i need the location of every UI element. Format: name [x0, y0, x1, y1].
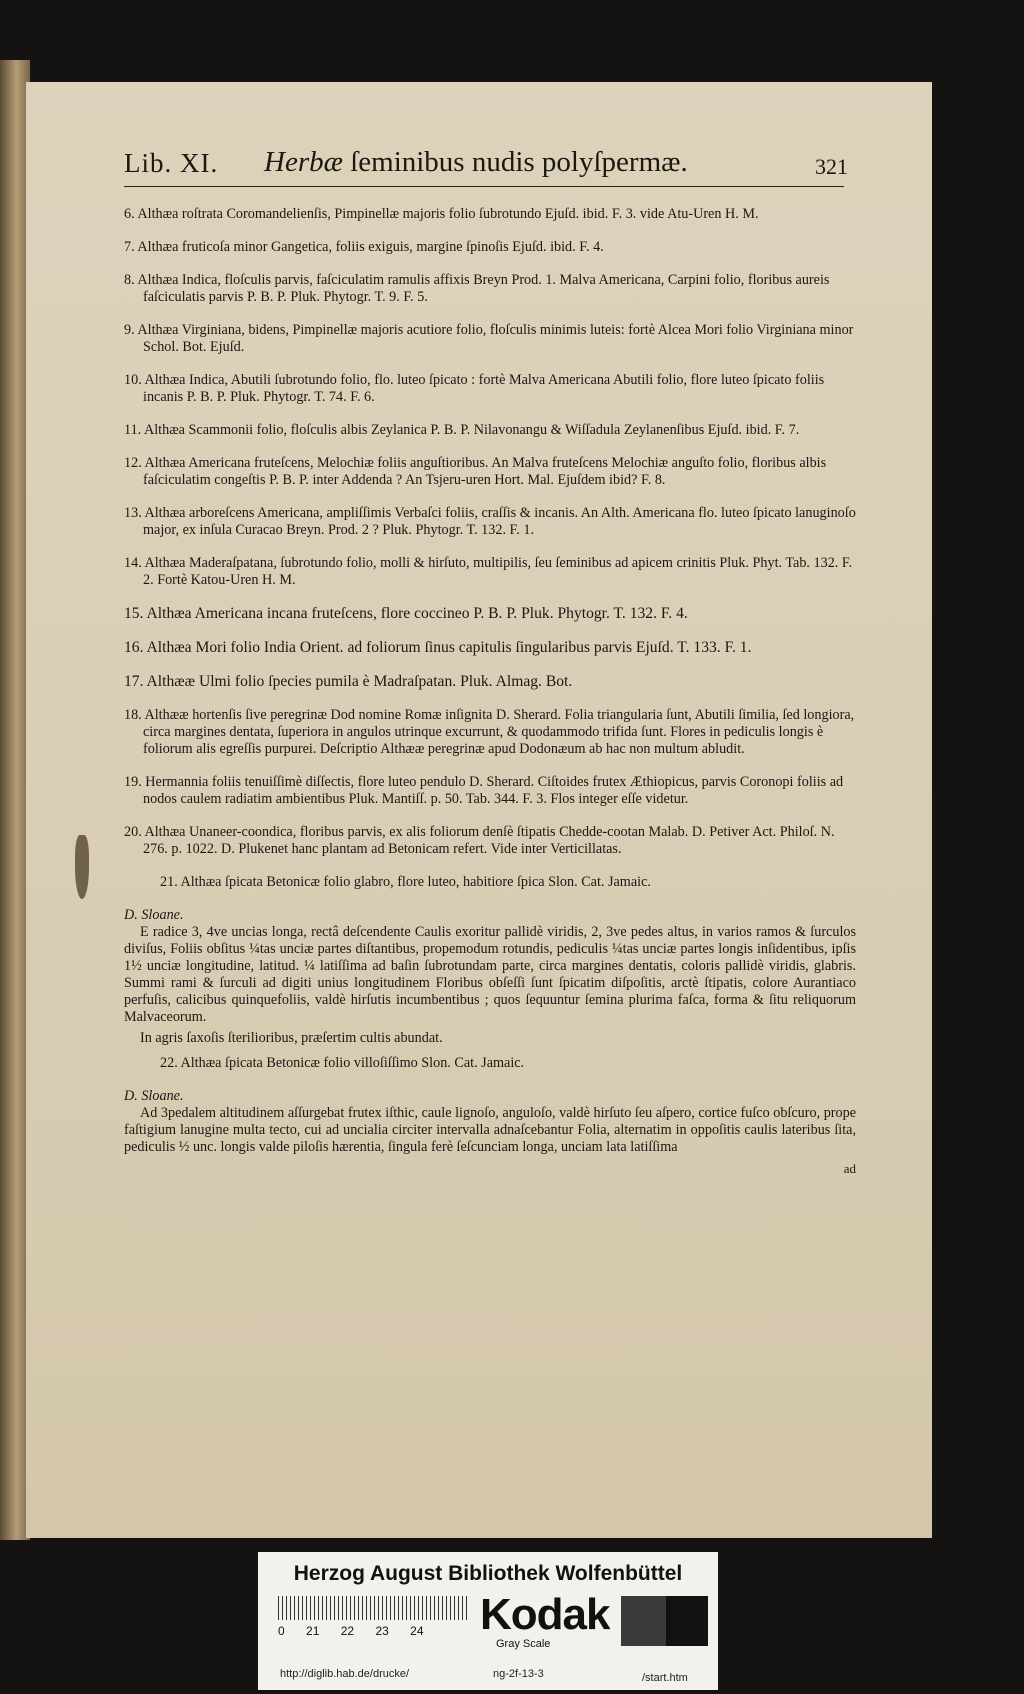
- entry-6: 6. Althæa roſtrata Coromandelienſis, Pimpinellæ majoris folio ſubrotundo Ejuſd. ibid. F. 3. vide Atu-Uren H. M.: [124, 206, 759, 222]
- entry-11: 11. Althæa Scammonii folio, floſculis albis Zeylanica P. B. P. Nilavonangu & Wiſſadula Zeylanenſibus Ejuſd. ibid. F. 7.: [124, 422, 800, 438]
- note-text: Ad 3pedalem altitudinem aſſurgebat frutex iſthic, caule lignoſo, angulоſo, valdè hirſuto ſeu aſpero, cortice fuſco obſcuro, prope faſtigium lanugine multa tecto, cui ad uncialia circiter intervalla adnaſcebantur Folia, alternatim in oppoſitis caulis lateribus ſita, pediculis ½ unc. longis valde piloſis hærentia, ſingula ferè ſeſcunciam longa, unciam lata latiſſima: [124, 1105, 856, 1155]
- sloane-note-22: [124, 1088, 856, 1156]
- scale-ruler: [278, 1596, 468, 1620]
- page-body: [124, 206, 856, 1177]
- entry-22: 22. Althæa ſpicata Betonicæ folio villoſiſſimo Slon. Cat. Jamaic.: [160, 1055, 525, 1071]
- catchword: ad: [843, 1161, 856, 1176]
- entry-15: 15. Althæa Americana incana fruteſcens, flore coccineo P. B. P. Pluk. Phytogr. T. 132. F. 4.: [124, 605, 688, 622]
- ruler-numbers: 0 21 22 23 24: [278, 1624, 424, 1638]
- entry-12: 12. Althæa Americana fruteſcens, Melochiæ foliis anguſtioribus. An Malva fruteſcens Melochiæ anguſto folio, floribus albis faſciculatim congeſtis P. B. P. inter Addenda ? An Tsjeru-uren Hort. Mal. Ejuſdem ibid? F. 8.: [124, 455, 827, 488]
- entry-20: 20. Althæa Unaneer-coondica, floribus parvis, ex alis foliorum denſè ſtipatis Chedde-cootan Malab. D. Petiver Act. Philoſ. N. 276. p. 1022. D. Plukenet hanc plantam ad Betonicam refert. Vide inter Verticillatas.: [124, 824, 835, 857]
- black-swatch: [666, 1596, 708, 1646]
- entry-21: 21. Althæa ſpicata Betonicæ folio glabro, flore luteo, habitiore ſpica Slon. Cat. Jamaic.: [160, 874, 651, 890]
- book-number: Lib. XI.: [124, 148, 219, 178]
- entry-17: 17. Althææ Ulmi folio ſpecies pumila è Madraſpatan. Pluk. Almag. Bot.: [124, 673, 573, 690]
- note-author: D. Sloane.: [124, 907, 184, 923]
- note-text: E radice 3, 4ve uncias longa, rectâ deſcendente Caulis exoritur pallidè viridis, 2, 3ve pedes altus, in varios ramos & ſurculos diviſus, Foliis obſitus ¼tas unciæ partes diſtantibus, propemodum rotundis, pediculis ¼tas unciæ partes longis inſidentibus, ipſis 1½ unciæ longitudine, latitud. ¼ latiſſima ad baſin ſubrotundam parte, circa margines dentatis, coloris pallidè viridis, glabris. Summi rami & ſurculi ad digiti unius longitudinem Floribus obſeſſi ſunt ſpicatim diſpoſitis, arctè ſtipatis, colore Aurantiaco perfuſis, calicibus quinquefoliis, valdè hirſutis incumbentibus ; quos ſequuntur ſemina plurima faſca, forma & ſitu reliquorum Malvaceorum.: [124, 924, 856, 1025]
- entry-7: 7. Althæa fruticoſa minor Gangetica, foliis exiguis, margine ſpinoſis Ejuſd. ibid. F. 4.: [124, 239, 604, 255]
- running-header: [124, 142, 848, 187]
- book-page: [26, 82, 932, 1538]
- ink-blot: [75, 835, 89, 899]
- gray-scale-label: Gray Scale: [496, 1638, 551, 1650]
- page-number: 321: [815, 154, 848, 179]
- shelf-signature: ng-2f-13-3: [493, 1668, 544, 1680]
- kodak-logo: Kodak: [480, 1590, 610, 1639]
- page-title: Herbæ ſeminibus nudis polyſpermæ.: [264, 146, 688, 178]
- note-habitat: In agris ſaxoſis ſterilioribus, præſertim cultis abundat.: [140, 1030, 443, 1046]
- library-card: [258, 1552, 718, 1690]
- entry-13: 13. Althæa arboreſcens Americana, ampliſſimis Verbaſci foliis, craſſis & incanis. An Alth. Americana flo. luteo ſpicato lanuginoſo major, ex inſula Curacao Breyn. Prod. 2 ? Pluk. Phytogr. T. 132. F. 1.: [124, 505, 856, 538]
- entry-10: 10. Althæa Indica, Abutili ſubrotundo folio, flo. luteo ſpicato : fortè Malva Americana Abutili folio, flore luteo ſpicato foliis incanis P. B. P. Pluk. Phytogr. T. 74. F. 6.: [124, 372, 825, 405]
- entry-14: 14. Althæa Maderaſpatana, ſubrotundo folio, molli & hirſuto, multipilis, ſeu ſeminibus ad apicem crinitis Pluk. Phyt. Tab. 132. F. 2. Fortè Katou-Uren H. M.: [124, 555, 853, 588]
- entry-18: 18. Althææ hortenſis ſive peregrinæ Dod nomine Romæ inſignita D. Sherard. Folia triangularia ſunt, Abutili ſimilia, ſed longiora, circa margines dentata, ſuperiora in angulos utrinque excurrunt, & quodammodo trifida ſunt. Flores in pediculis longis è foliorum alis egreſſis purpurei. Deſcriptio Althææ peregrinæ apud Dodonæum ab hac non multum abludit.: [124, 707, 855, 757]
- library-name: Herzog August Bibliothek Wolfenbüttel: [293, 1562, 683, 1585]
- note-author: D. Sloane.: [124, 1088, 184, 1104]
- entry-8: 8. Althæa Indica, floſculis parvis, faſciculatim ramulis affixis Breyn Prod. 1. Malva Americana, Carpini folio, floribus aureis faſciculatis parvis P. B. P. Pluk. Phytogr. T. 9. F. 5.: [124, 272, 830, 305]
- entry-19: 19. Hermannia foliis tenuiſſimè diſſectis, flore luteo pendulo D. Sherard. Ciſtoides frutex Æthiopicus, parvis Coronopi foliis ad nodos caulem radiatim ambientibus Pluk. Mantiſſ. p. 50. Tab. 344. F. 3. Flos integer eſſe videtur.: [124, 774, 844, 807]
- entry-16: 16. Althæa Mori folio India Orient. ad foliorum ſinus capitulis ſingularibus parvis Ejuſd. T. 133. F. 1.: [124, 639, 752, 656]
- sloane-note-21: [124, 907, 856, 1047]
- entry-9: 9. Althæa Virginiana, bidens, Pimpinellæ majoris acutiore folio, floſculis minimis luteis: fortè Alcea Mori folio Virginiana minor Schol. Bot. Ejuſd.: [124, 322, 854, 355]
- gray-swatch: [621, 1596, 666, 1646]
- library-url[interactable]: http://diglib.hab.de/drucke/: [280, 1668, 410, 1680]
- start-link[interactable]: /start.htm: [642, 1672, 688, 1684]
